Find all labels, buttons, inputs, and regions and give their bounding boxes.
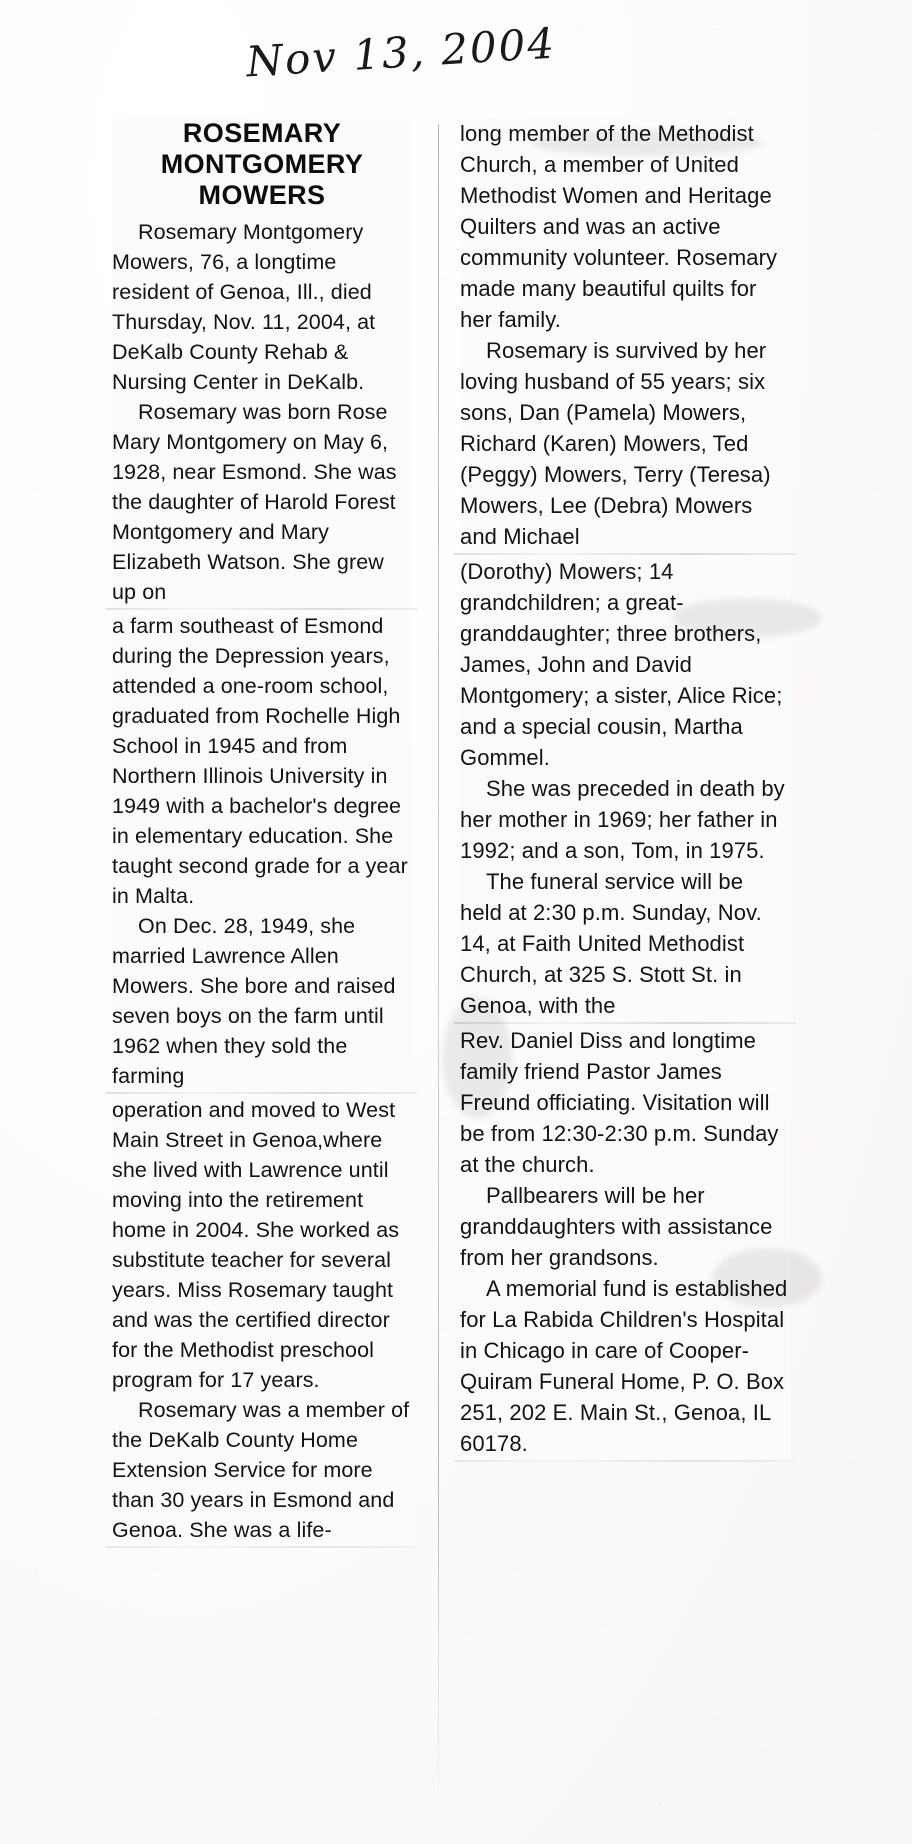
- paragraph: A memorial fund is established for La Rabida Children's Hospital in Chicago in care of Cooper-Quiram Funeral Home, P. O. Box 251, 202 E. Main St., Genoa, IL 60178.: [460, 1276, 788, 1456]
- paragraph: Rosemary was born Rose Mary Montgomery on May 6, 1928, near Esmond. She was the daughter of Harold Forest Montgomery and Mary Elizabeth Watson. She grew up on: [112, 400, 397, 604]
- clipping-slice-left-1: [112, 118, 412, 607]
- left-column: [112, 118, 412, 1545]
- right-column: [460, 118, 790, 1459]
- column-divider: [438, 118, 439, 1808]
- paragraph: Rosemary Montgomery Mowers, 76, a longtime resident of Genoa, Ill., died Thursday, Nov. 11, 2004, at DeKalb County Rehab & Nursing Center in DeKalb.: [112, 220, 376, 394]
- paragraph: On Dec. 28, 1949, she married Lawrence Allen Mowers. She bore and raised seven boys on the farm until 1962 when they sold the farming: [112, 914, 396, 1088]
- headline-line-3: MOWERS: [198, 180, 326, 210]
- paragraph: Pallbearers will be her granddaughters with assistance from her grandsons.: [460, 1183, 773, 1270]
- clipping-slice-left-2: [112, 611, 412, 1091]
- headline-line-1: ROSEMARY: [182, 118, 342, 148]
- clipping-slice-right-1: [460, 118, 790, 552]
- page-title: [112, 118, 412, 211]
- paragraph: operation and moved to West Main Street in Genoa,where she lived with Lawrence until moving into the retirement home in 2004. She worked as substitute teacher for several years. Miss Rosemary taught and was the certified director for the Methodist preschool program for 17 years.: [112, 1098, 400, 1392]
- clipping-slice-right-2: [460, 556, 790, 1021]
- paragraph: She was preceded in death by her mother in 1969; her father in 1992; and a son, Tom, in 1975.: [460, 776, 785, 863]
- paragraph: Rosemary was a member of the DeKalb County Home Extension Service for more than 30 years in Esmond and Genoa. She was a life-: [112, 1398, 410, 1542]
- paragraph: a farm southeast of Esmond during the Depression years, attended a one-room school, graduated from Rochelle High School in 1945 and from Northern Illinois University in 1949 with a bachelor's degree in elementary education. She taught second grade for a year in Malta.: [112, 614, 408, 908]
- paragraph: The funeral service will be held at 2:30 p.m. Sunday, Nov. 14, at Faith United Methodist Church, at 325 S. Stott St. in Genoa, with the: [460, 869, 762, 1018]
- paragraph: (Dorothy) Mowers; 14 grandchildren; a great-granddaughter; three brothers, James, John and David Montgomery; a sister, Alice Rice; and a special cousin, Martha Gommel.: [460, 559, 783, 770]
- obituary-clipping: [112, 118, 812, 1808]
- paragraph: Rosemary is survived by her loving husband of 55 years; six sons, Dan (Pamela) Mowers, Richard (Karen) Mowers, Ted (Peggy) Mowers, Terry (Teresa) Mowers, Lee (Debra) Mowers and Michael: [460, 338, 771, 549]
- clipping-slice-right-3: [460, 1025, 790, 1459]
- handwritten-date: Nov 13, 2004: [244, 18, 558, 87]
- clipping-slice-left-3: [112, 1095, 412, 1545]
- paragraph: Rev. Daniel Diss and longtime family friend Pastor James Freund officiating. Visitation will be from 12:30-2:30 p.m. Sunday at the church.: [460, 1028, 779, 1177]
- paragraph: long member of the Methodist Church, a member of United Methodist Women and Heritage Quilters and was an active community volunteer. Rosemary made many beautiful quilts for her family.: [460, 121, 778, 332]
- headline-line-2: MONTGOMERY: [160, 149, 364, 179]
